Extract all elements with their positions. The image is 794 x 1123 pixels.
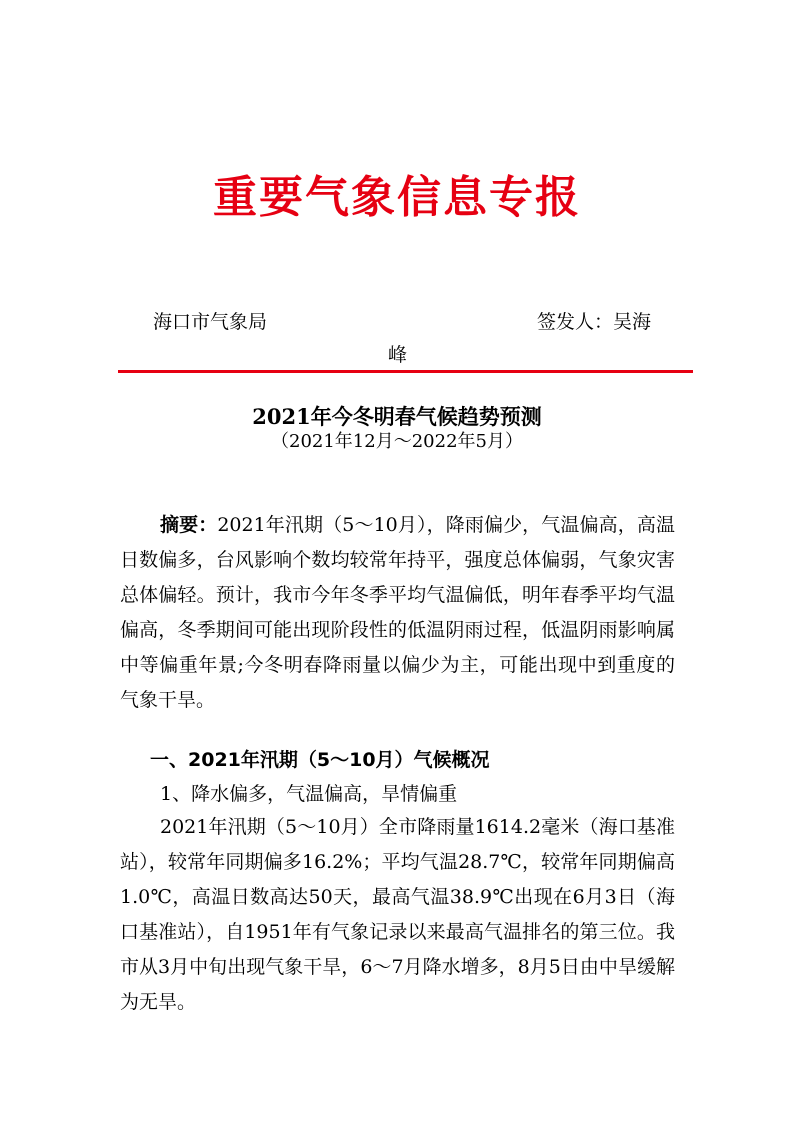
body-paragraph: 2021年汛期（5～10月）全市降雨量1614.2毫米（海口基准站），较常年同期偏多16.2%；平均气温28.7℃，较常年同期偏高1.0℃，高温日数高达50天，最高气温38.9℃出现在6月3日（海口基准站），自1951年有气象记录以来最高气温排名的第三位。我市从3月中旬出现气象干旱，6～7月降水增多，8月5日由中旱缓解为无旱。	[120, 816, 675, 1013]
section-heading: 一、2021年汛期（5～10月）气候概况	[150, 749, 490, 771]
signer-line-continued: 峰	[388, 344, 408, 366]
report-title: 2021年今冬明春气候趋势预测	[252, 404, 542, 429]
abstract-label: 摘要：	[160, 514, 218, 536]
abstract-text: 2021年汛期（5～10月），降雨偏少，气温偏高，高温日数偏多，台风影响个数均较常年持平，强度总体偏弱，气象灾害总体偏轻。预计，我市今年冬季平均气温偏低，明年春季平均气温偏高，冬季期间可能出现阶段性的低温阴雨过程，低温阴雨影响属中等偏重年景;今冬明春降雨量以偏少为主，可能出现中到重度的气象干旱。	[120, 514, 675, 711]
signer-line: 签发人：吴海	[537, 311, 652, 333]
issuer-name: 海口市气象局	[153, 311, 268, 333]
header-divider	[118, 370, 693, 373]
report-subtitle: （2021年12月～2022年5月）	[271, 431, 523, 452]
subsection-heading: 1、降水偏多，气温偏高，旱情偏重	[160, 783, 458, 805]
document-title: 重要气象信息专报	[213, 172, 581, 223]
abstract-paragraph	[120, 508, 675, 718]
